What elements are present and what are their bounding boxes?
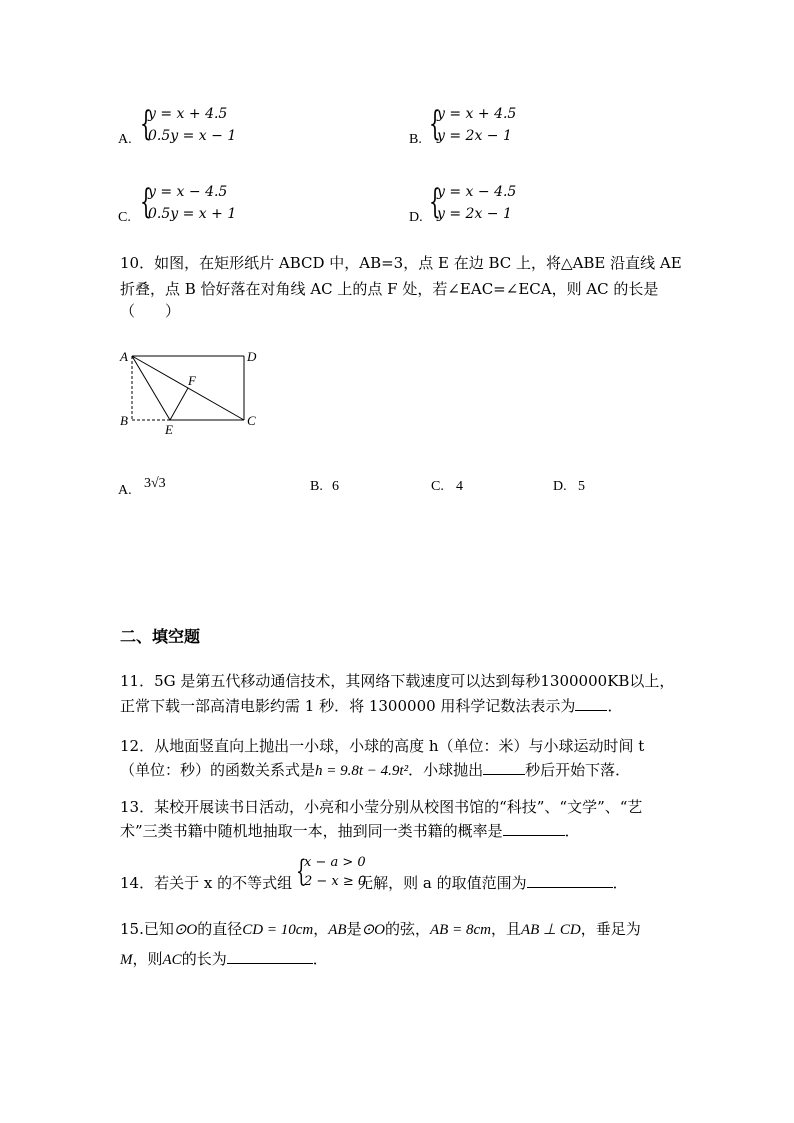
equation-1: y = x − 4.5: [437, 184, 517, 200]
q15-line-2: M，则AC的长为 ．: [120, 950, 328, 968]
q10-line-3: （ ）: [120, 302, 181, 320]
option-value: 4: [456, 479, 463, 494]
circle-o-symbol: ⊙O: [173, 922, 198, 938]
equation-2: y = 2x − 1: [437, 206, 512, 222]
equation-2: 0.5y = x − 1: [148, 128, 237, 144]
equation-2: 0.5y = x + 1: [148, 206, 237, 222]
label-a: A: [120, 349, 128, 364]
equation-system: { y = x + 4.5 y = 2x − 1: [437, 103, 516, 147]
label-d: D: [247, 349, 257, 364]
option-letter: D.: [409, 210, 423, 225]
inequality-1: x − a > 0: [304, 855, 366, 870]
inequality-2: 2 − x ≥ 0: [304, 874, 367, 889]
q15-line-1: 15.已知⊙O的直径CD = 10cm，AB是⊙O的弦，AB = 8cm，且AB ⊥ CD，垂足为: [120, 920, 641, 938]
option-letter: A.: [118, 132, 132, 147]
equation-1: y = x − 4.5: [148, 184, 228, 200]
option-letter: B.: [409, 132, 422, 147]
q13-line-2: 术”三类书籍中随机地抽取一本，抽到同一类书籍的概率是 ．: [120, 822, 580, 840]
q12-line-1: 12．从地面竖直向上抛出一小球，小球的高度 h（单位：米）与小球运动时间 t: [120, 737, 645, 755]
answer-blank[interactable]: [575, 696, 607, 711]
q10-line-2: 折叠，点 B 恰好落在对角线 AC 上的点 F 处，若∠EAC=∠ECA，则 AC 的长是: [120, 280, 659, 298]
q11-line-1: 11．5G 是第五代移动通信技术，其网络下载速度可以达到每秒1300000KB以上，: [120, 672, 675, 690]
option-letter: C.: [118, 210, 131, 225]
q11-line-2: 正常下载一部高清电影约需 1 秒．将 1300000 用科学记数法表示为 ．: [120, 697, 623, 715]
equation-1: y = x + 4.5: [437, 106, 517, 122]
answer-blank[interactable]: [483, 760, 525, 775]
option-value: 6: [332, 479, 339, 494]
option-letter: C.: [431, 479, 444, 494]
label-b: B: [120, 413, 128, 428]
q10-line-1: 10．如图，在矩形纸片 ABCD 中，AB=3，点 E 在边 BC 上，将△ABE 沿直线 AE: [120, 254, 682, 272]
option-letter: A.: [118, 483, 132, 498]
option-value: 3√3: [144, 476, 166, 491]
q12-line-2: （单位：秒）的函数关系式是h = 9.8t − 4.9t²．小球抛出 秒后开始下落．: [120, 761, 631, 779]
answer-blank[interactable]: [503, 821, 565, 836]
answer-blank[interactable]: [227, 949, 313, 964]
option-value: 5: [578, 479, 585, 494]
option-letter: D.: [553, 479, 567, 494]
label-f: F: [188, 373, 196, 388]
label-c: C: [247, 413, 256, 428]
equation-system: { y = x + 4.5 0.5y = x − 1: [148, 103, 236, 147]
equation-system: { y = x − 4.5 0.5y = x + 1: [148, 181, 236, 225]
answer-blank[interactable]: [527, 873, 613, 888]
option-letter: B.: [310, 479, 323, 494]
q14-inequality-system: { x − a > 0 2 − x ≥ 0: [296, 854, 367, 889]
label-e: E: [165, 422, 173, 437]
equation-1: y = x + 4.5: [148, 106, 228, 122]
equation-system: { y = x − 4.5 y = 2x − 1: [437, 181, 516, 225]
q13-line-1: 13．某校开展读书日活动，小亮和小莹分别从校图书馆的“科技”、“文学”、“艺: [120, 798, 643, 816]
q14-line: 14．若关于 x 的不等式组 无解，则 a 的取值范围为 ．: [120, 874, 628, 892]
equation-2: y = 2x − 1: [437, 128, 512, 144]
q12-formula: h = 9.8t − 4.9t²: [315, 763, 409, 779]
q10-rectangle-figure: [110, 342, 270, 437]
circle-o-symbol: ⊙O: [361, 922, 385, 938]
segment-ef: [170, 388, 188, 420]
fold-line-ae: [132, 356, 170, 420]
section-title: 二、填空题: [120, 627, 201, 646]
